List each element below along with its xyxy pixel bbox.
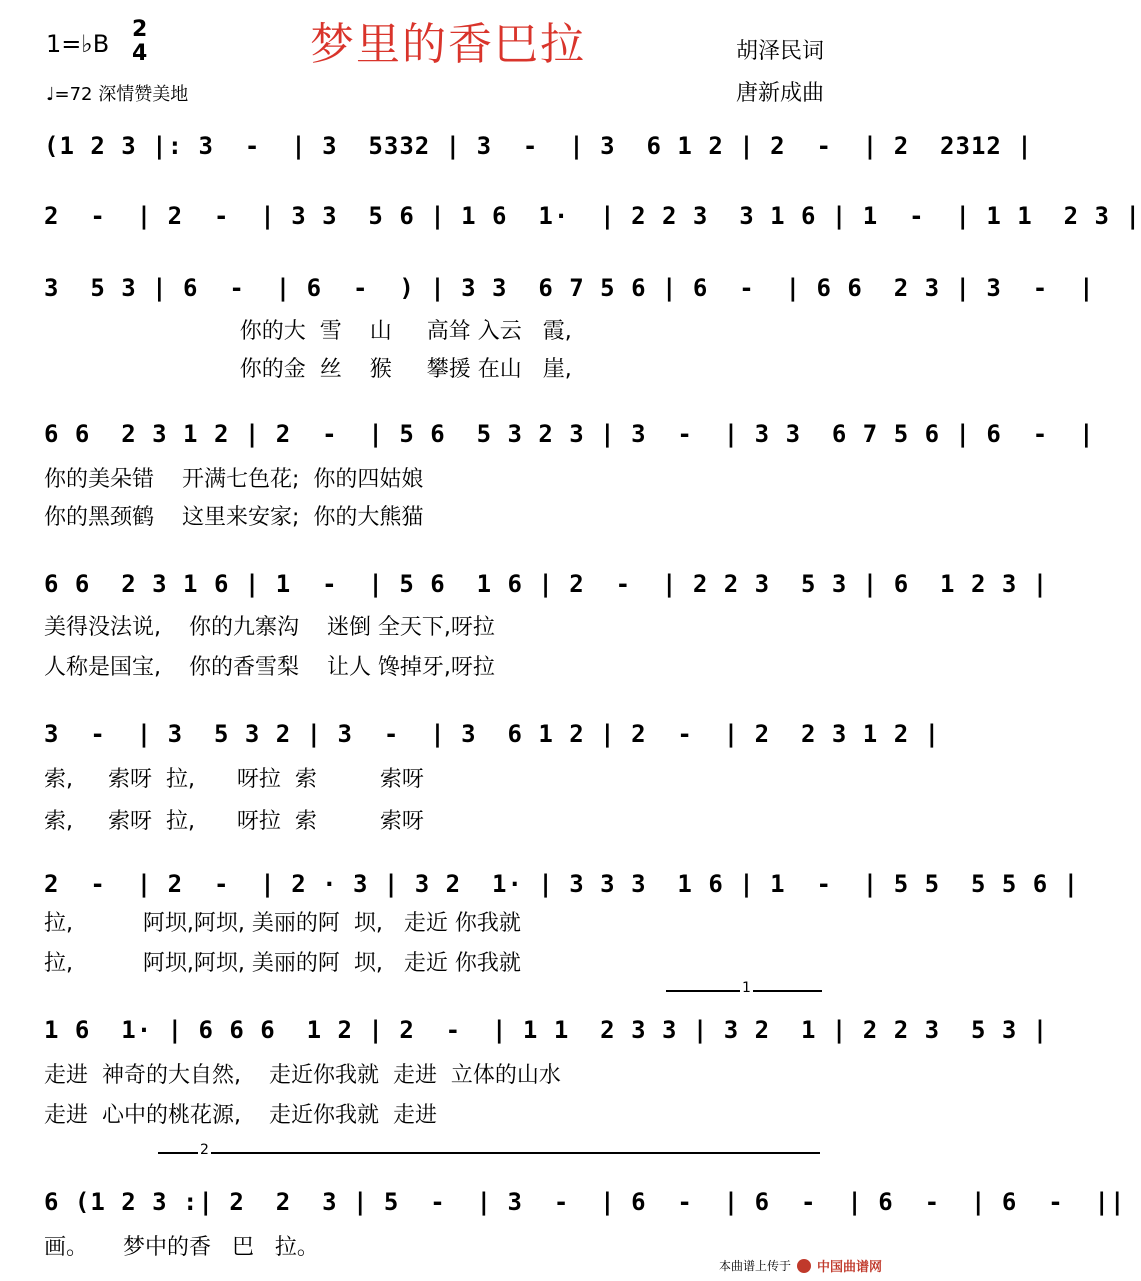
notation-line: 6 (1 2 3 :| 2 2 3 | 5 - | 3 - | 6 - | 6 - | 6 - | 6 - || bbox=[44, 1188, 1126, 1216]
site-logo-icon bbox=[797, 1259, 811, 1273]
notation-line: 6 6 2 3 1 6 | 1 - | 5 6 1 6 | 2 - | 2 2 3 5 3 | 6 1 2 3 | bbox=[44, 570, 1049, 598]
lyric-verse-2: 你的黑颈鹤 这里来安家; 你的大熊猫 bbox=[44, 505, 424, 530]
volta-1-label: 1 bbox=[742, 980, 751, 996]
volta-2-label: 2 bbox=[200, 1142, 209, 1158]
lyric-verse-2: 拉, 阿坝,阿坝, 美丽的阿 坝, 走近 你我就 bbox=[44, 951, 521, 976]
time-signature-top: 2 bbox=[132, 17, 148, 42]
score-row-9 bbox=[44, 1176, 1126, 1236]
lyric-verse-1: 索, 索呀 拉, 呀拉 索 索呀 bbox=[44, 767, 424, 792]
lyric-verse-2: 索, 索呀 拉, 呀拉 索 索呀 bbox=[44, 809, 424, 834]
footer-text: 本曲谱上传于 bbox=[718, 1259, 791, 1273]
score-row-5 bbox=[44, 558, 1049, 618]
time-signature bbox=[132, 18, 147, 66]
score-row-4 bbox=[44, 408, 1095, 468]
notation-line: 2 - | 2 - | 3 3 5 6 | 1 6 1· | 2 2 3 3 1 6 | 1 - | 1 1 2 3 | bbox=[44, 202, 1141, 230]
footer-watermark bbox=[719, 1256, 882, 1275]
volta-bracket-1 bbox=[666, 980, 822, 996]
song-title: 梦里的香巴拉 bbox=[310, 19, 586, 70]
notation-line: 6 6 2 3 1 2 | 2 - | 5 6 5 3 2 3 | 3 - | 3 3 6 7 5 6 | 6 - | bbox=[44, 420, 1095, 448]
lyric-verse-2: 走进 心中的桃花源, 走近你我就 走进 bbox=[44, 1103, 437, 1128]
lyric-verse-1: 画。 梦中的香 巴 拉。 bbox=[44, 1235, 319, 1260]
score-row-8 bbox=[44, 1004, 1049, 1064]
tempo-marking: ♩=72 深情赞美地 bbox=[46, 84, 189, 105]
notation-line: (1 2 3 |: 3 - | 3 5332 | 3 - | 3 6 1 2 | 2 - | 2 2312 | bbox=[44, 132, 1033, 160]
notation-line: 1 6 1· | 6 6 6 1 2 | 2 - | 1 1 2 3 3 | 3 2 1 | 2 2 3 5 3 | bbox=[44, 1016, 1049, 1044]
lyric-verse-1: 你的美朵错 开满七色花; 你的四姑娘 bbox=[44, 467, 424, 492]
lyric-verse-1: 你的大 雪 山 高耸 入云 霞, bbox=[44, 319, 572, 344]
composer-credit: 唐新成曲 bbox=[735, 81, 824, 106]
lyric-verse-1: 美得没法说, 你的九寨沟 迷倒 全天下,呀拉 bbox=[44, 615, 495, 640]
score-row-2 bbox=[44, 190, 1141, 250]
lyric-verse-1: 拉, 阿坝,阿坝, 美丽的阿 坝, 走近 你我就 bbox=[44, 911, 521, 936]
lyric-verse-1: 走进 神奇的大自然, 走近你我就 走进 立体的山水 bbox=[44, 1063, 561, 1088]
notation-line: 3 5 3 | 6 - | 6 - ) | 3 3 6 7 5 6 | 6 - | 6 6 2 3 | 3 - | bbox=[44, 274, 1095, 302]
key-signature: 1=♭B bbox=[46, 30, 110, 58]
notation-line: 3 - | 3 5 3 2 | 3 - | 3 6 1 2 | 2 - | 2 2 3 1 2 | bbox=[44, 720, 941, 748]
volta-bracket-2 bbox=[158, 1142, 820, 1158]
footer-site-name: 中国曲谱网 bbox=[816, 1260, 882, 1275]
score-row-1 bbox=[44, 120, 1033, 180]
notation-line: 2 - | 2 - | 2 · 3 | 3 2 1· | 3 3 3 1 6 | 1 - | 5 5 5 5 6 | bbox=[44, 870, 1080, 898]
score-row-6 bbox=[44, 708, 941, 768]
lyric-verse-2: 你的金 丝 猴 攀援 在山 崖, bbox=[44, 357, 572, 382]
lyricist-credit: 胡泽民词 bbox=[735, 39, 824, 64]
time-signature-bottom: 4 bbox=[132, 41, 148, 66]
score-row-3 bbox=[44, 262, 1095, 322]
lyric-verse-2: 人称是国宝, 你的香雪梨 让人 馋掉牙,呀拉 bbox=[44, 655, 495, 680]
